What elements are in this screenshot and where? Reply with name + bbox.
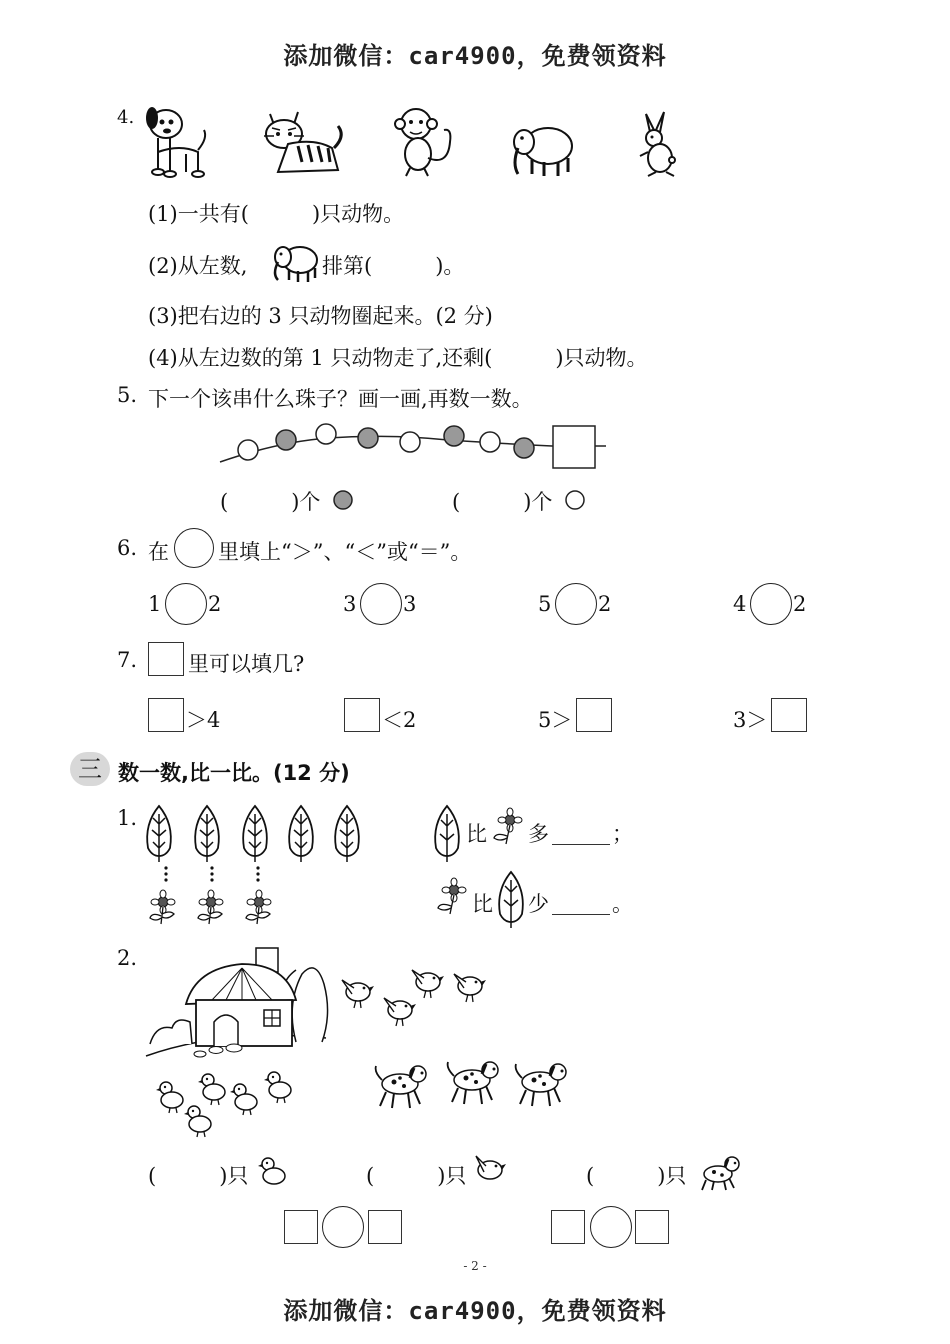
section-title: 数一数,比一比。(12 分) [118, 761, 350, 785]
q5-answer-white: ( )个 [452, 490, 553, 514]
bird-icon [412, 970, 444, 998]
s3q1-line2-shao: 少 [528, 892, 549, 916]
birds-group [340, 964, 500, 1034]
s3q1-line2-bi: 比 [472, 892, 493, 916]
answer-box[interactable] [148, 698, 184, 732]
q5-answer-gray: ( )个 [220, 490, 321, 514]
q4-number: 4. [117, 107, 135, 128]
q6-item1-right: 2 [208, 592, 222, 616]
answer-box[interactable] [771, 698, 807, 732]
flower-icon [492, 808, 524, 850]
bead-gray [358, 428, 378, 448]
section-badge: 三 [70, 752, 110, 786]
answer-box[interactable] [576, 698, 612, 732]
answer-box[interactable] [368, 1210, 402, 1244]
answer-box[interactable] [551, 1210, 585, 1244]
bird-icon [342, 980, 374, 1008]
q5-number: 5. [117, 383, 138, 407]
q6-item4-right: 2 [793, 592, 807, 616]
bead-white [480, 432, 500, 452]
q7-item2: ＜2 [382, 708, 417, 732]
page-number: - 2 - [463, 1259, 487, 1273]
flower-icon [150, 890, 175, 924]
s3q1-line1-bi: 比 [466, 822, 487, 846]
q4-part3: (3)把右边的 3 只动物圈起来。(2 分) [148, 304, 493, 328]
q7-text: 里可以填几? [188, 652, 305, 676]
q4-part2-suffix: 排第( )。 [322, 254, 465, 278]
s3q1-line1-duo: 多 [528, 822, 549, 846]
bird-icon [384, 998, 416, 1026]
bird-icon [474, 1152, 510, 1188]
tree-icon [432, 804, 462, 864]
dog-icon [694, 1152, 740, 1192]
q6-text: 里填上“＞”、“＜”或“＝”。 [218, 540, 472, 564]
q6-item3-left: 5 [538, 592, 552, 616]
dog-icon [140, 100, 212, 180]
q7-item1: ＞4 [186, 708, 221, 732]
s3q2-answer-chick: ( )只 [148, 1164, 249, 1188]
q6-item4-left: 4 [733, 592, 747, 616]
q7-number: 7. [117, 648, 138, 672]
answer-box[interactable] [344, 698, 380, 732]
white-bead-icon [564, 488, 588, 512]
q4-part4: (4)从左边数的第 1 只动物走了,还剩( )只动物。 [148, 346, 648, 370]
chicks-group [154, 1068, 304, 1142]
bird-icon [454, 974, 486, 1002]
q6-item1-left: 1 [148, 592, 162, 616]
tree-icon [289, 806, 313, 862]
q6-pre: 在 [148, 540, 169, 564]
compare-circle[interactable] [590, 1206, 632, 1248]
cat-icon [258, 100, 348, 180]
s3q1-line2-tail: 。 [612, 892, 633, 916]
q7-item4: 3＞ [733, 708, 768, 732]
chick-icon [156, 1082, 183, 1113]
dog-icon [516, 1064, 566, 1106]
gray-bead-icon [332, 488, 356, 512]
dog-icon [448, 1062, 498, 1104]
bead-gray [276, 430, 296, 450]
bead-white [238, 440, 258, 460]
dog-icon [376, 1066, 426, 1108]
bead-string [218, 420, 608, 474]
square-icon [148, 642, 184, 676]
flower-icon [198, 890, 223, 924]
answer-blank[interactable] [552, 820, 610, 845]
watermark-top: 添加微信：car4900，免费领资料 [283, 42, 667, 70]
q6-item3-right: 2 [598, 592, 612, 616]
dogs-group [370, 1056, 575, 1112]
answer-box[interactable] [284, 1210, 318, 1244]
monkey-icon [392, 102, 462, 180]
watermark-bottom: 添加微信：car4900，免费领资料 [283, 1297, 667, 1325]
s3q2-answer-dog: ( )只 [586, 1164, 687, 1188]
tree-icon [243, 806, 267, 862]
s3q1-line1-tail: ； [612, 822, 633, 846]
bead-gray [514, 438, 534, 458]
tree-icon [496, 870, 526, 930]
chick-icon [184, 1106, 211, 1137]
q6-number: 6. [117, 536, 138, 560]
chick-icon [230, 1084, 257, 1115]
q6-item2-right: 3 [403, 592, 417, 616]
rabbit-icon [630, 112, 680, 180]
q7-item3: 5＞ [538, 708, 573, 732]
house-icon [146, 944, 336, 1064]
s3q1-number: 1. [117, 806, 138, 830]
q5-text: 下一个该串什么珠子？画一画,再数一数。 [148, 387, 533, 411]
chick-icon [198, 1074, 225, 1105]
elephant-icon [510, 120, 576, 180]
next-bead-box[interactable] [553, 426, 595, 468]
flower-icon [246, 890, 271, 924]
chick-icon [264, 1072, 291, 1103]
compare-circle[interactable] [322, 1206, 364, 1248]
q4-part2-prefix: (2)从左数, [148, 254, 248, 278]
compare-circle[interactable] [165, 583, 207, 625]
tree-icon [195, 806, 219, 862]
flower-icon [436, 878, 468, 920]
s3q2-answer-bird: ( )只 [366, 1164, 467, 1188]
answer-box[interactable] [635, 1210, 669, 1244]
circle-icon [174, 528, 214, 568]
elephant-icon [272, 240, 320, 284]
trees-and-flowers [140, 800, 380, 930]
q4-part1: (1)一共有( )只动物。 [148, 202, 405, 226]
compare-circle[interactable] [360, 583, 402, 625]
chick-icon [256, 1154, 290, 1188]
bead-white [400, 432, 420, 452]
tree-icon [335, 806, 359, 862]
tree-icon [147, 806, 171, 862]
q6-item2-left: 3 [343, 592, 357, 616]
bead-gray [444, 426, 464, 446]
bead-white [316, 424, 336, 444]
answer-blank[interactable] [552, 890, 610, 915]
s3q2-number: 2. [117, 946, 138, 970]
compare-circle[interactable] [555, 583, 597, 625]
compare-circle[interactable] [750, 583, 792, 625]
